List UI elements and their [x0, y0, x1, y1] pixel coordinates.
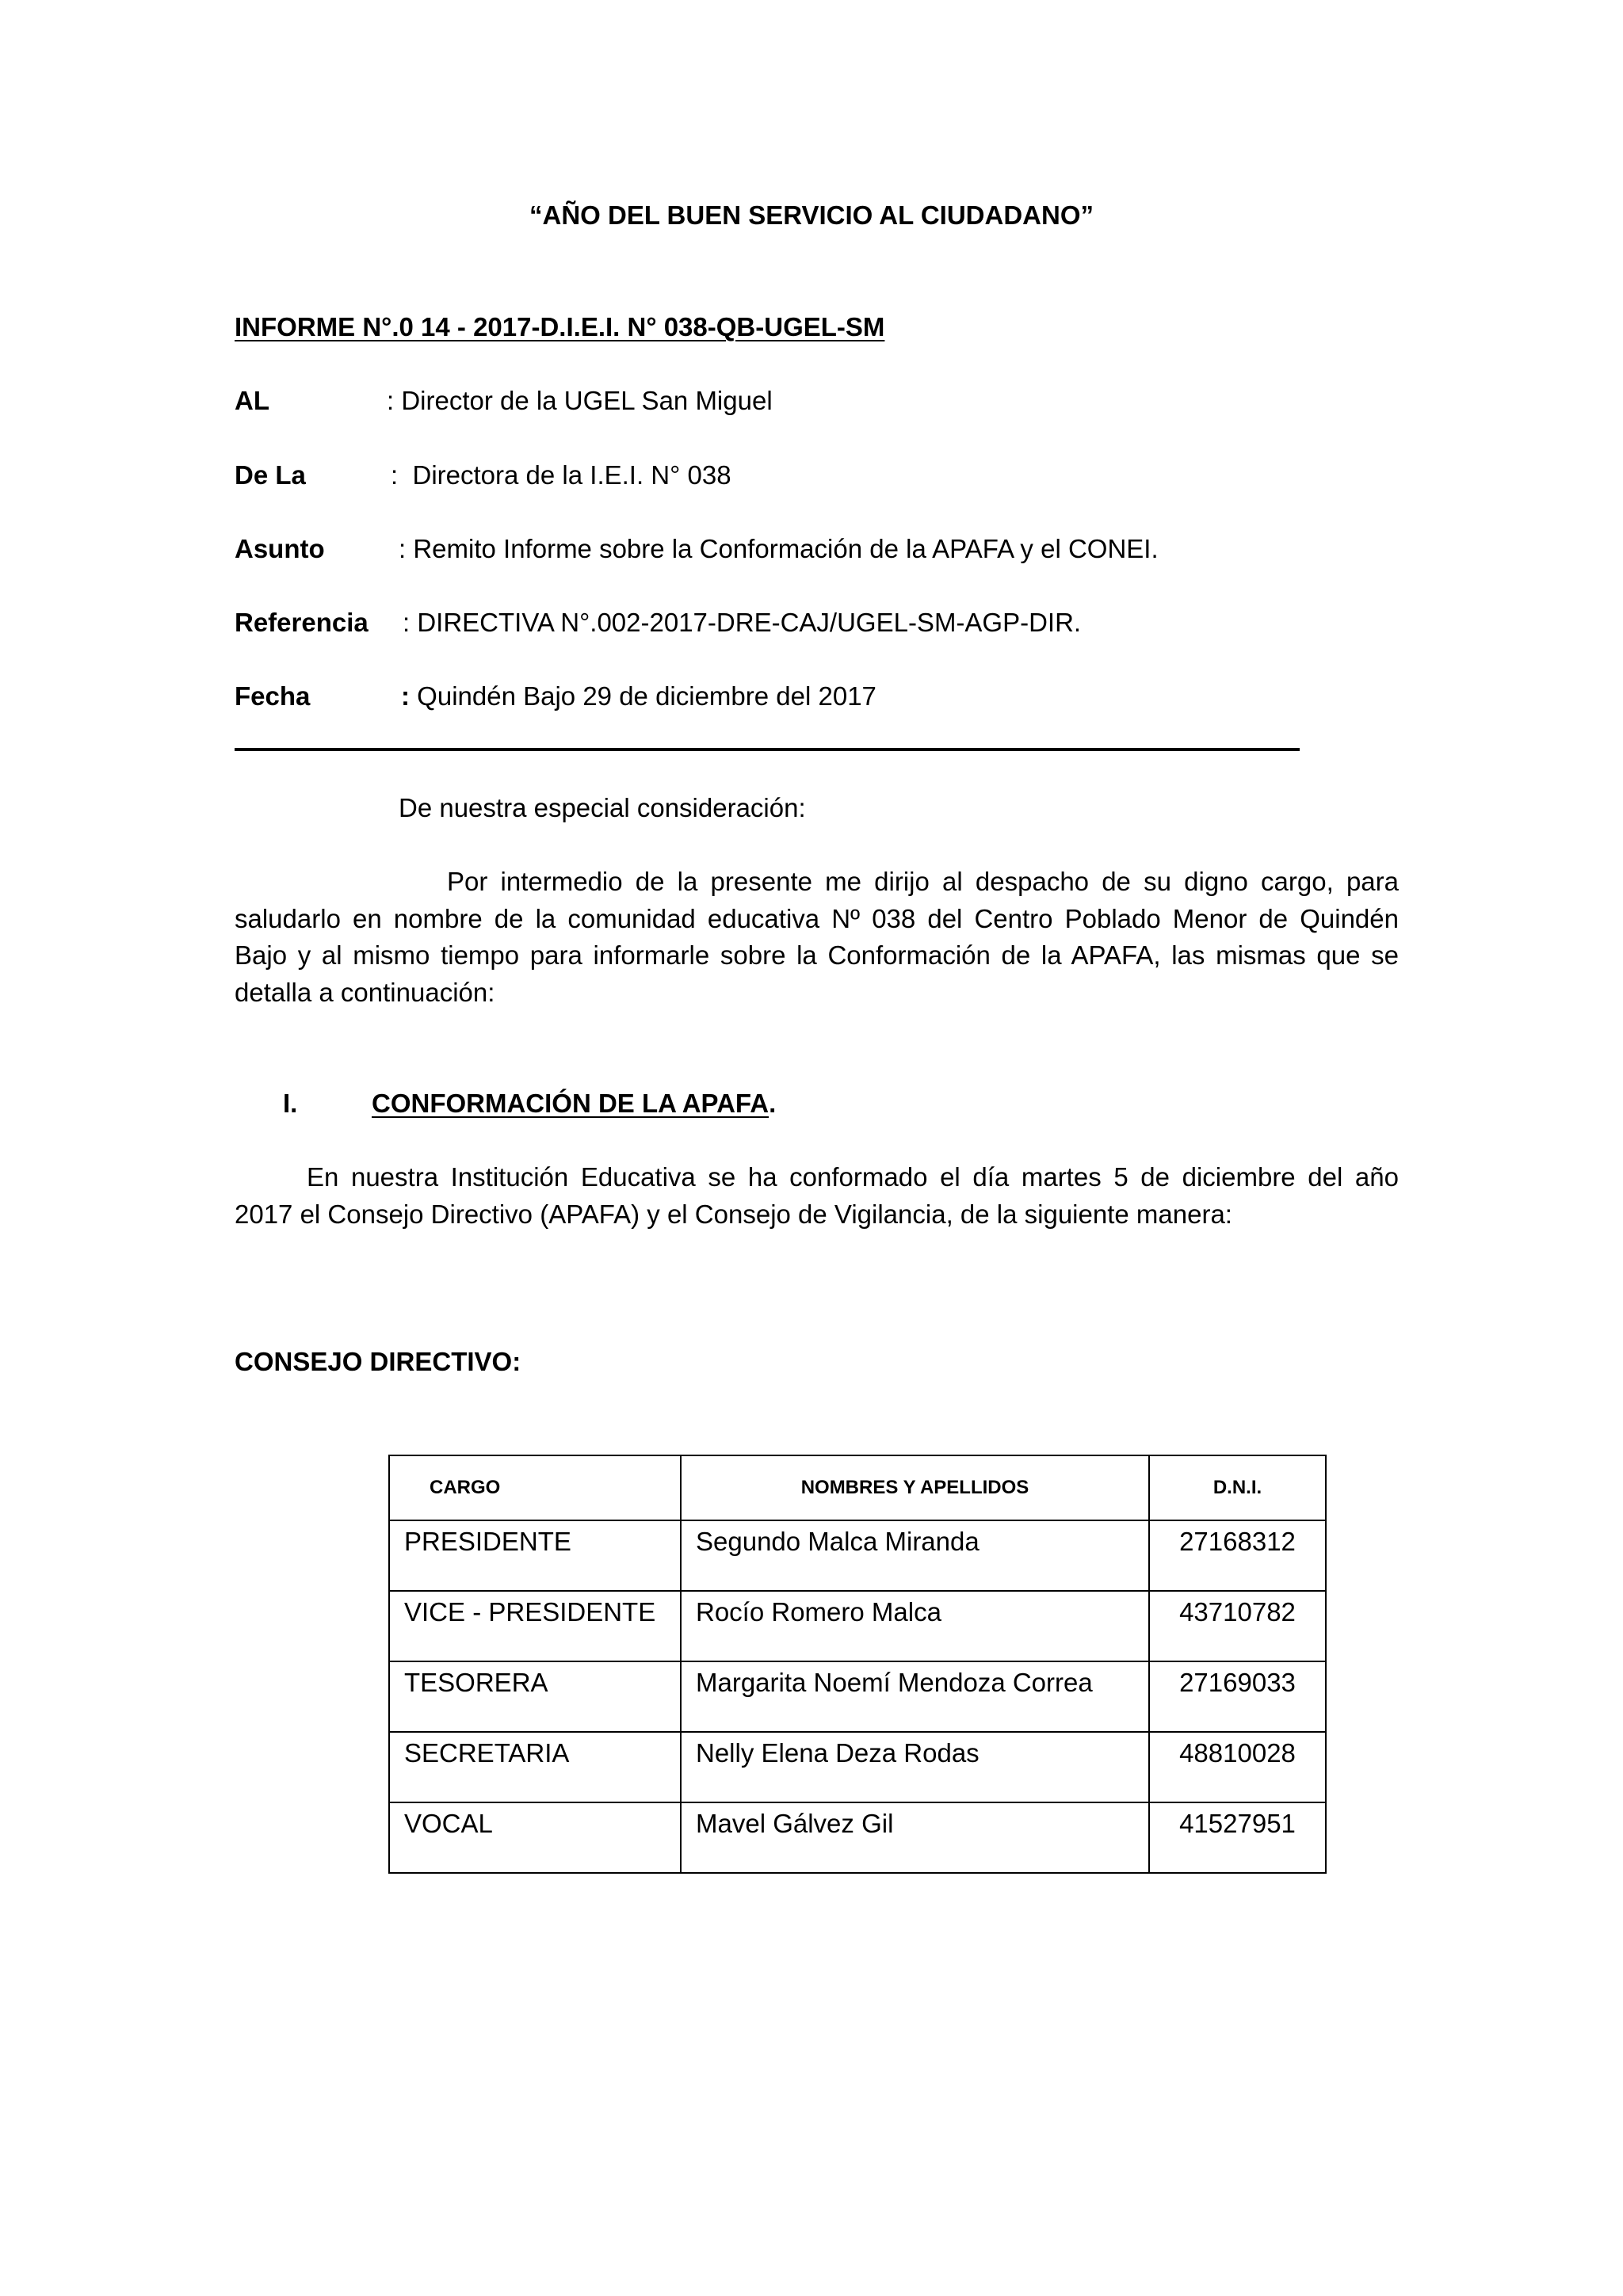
table-row — [389, 1520, 1326, 1591]
cell-cargo: PRESIDENTE — [389, 1520, 681, 1591]
column-header-cargo: CARGO — [389, 1455, 681, 1520]
cell-cargo: VICE - PRESIDENTE — [389, 1591, 681, 1661]
paragraph-line: detalla a continuación: — [235, 977, 495, 1007]
cell-dni: 41527951 — [1149, 1802, 1326, 1873]
paragraph-line: En nuestra Institución Educativa se ha conformado el día martes 5 de diciembre del año — [307, 1162, 1399, 1192]
consejo-directivo-heading: CONSEJO DIRECTIVO: — [235, 1347, 521, 1376]
field-fecha-value-wrap — [401, 681, 876, 712]
cell-nombres: Segundo Malca Miranda — [681, 1520, 1149, 1591]
header-divider — [235, 748, 1300, 751]
paragraph-line: 2017 el Consejo Directivo (APAFA) y el Consejo de Vigilancia, de la siguiente manera: — [235, 1199, 1232, 1229]
section-number: I. — [283, 1089, 298, 1118]
paragraph-line: saludarlo en nombre de la comunidad educativa Nº 038 del Centro Poblado Menor de Quindén — [235, 903, 1399, 933]
cell-nombres: Nelly Elena Deza Rodas — [681, 1732, 1149, 1802]
table-header-row — [389, 1455, 1326, 1520]
field-asunto-value: : Remito Informe sobre la Conformación de la APAFA y el CONEI. — [399, 534, 1159, 563]
field-fecha-label: Fecha — [235, 681, 311, 711]
field-asunto-label: Asunto — [235, 534, 325, 563]
paragraph-line: Por intermedio de la presente me dirijo al despacho de su digno cargo, para — [447, 867, 1399, 896]
field-al-label: AL — [235, 386, 269, 415]
field-fecha-value: Quindén Bajo 29 de diciembre del 2017 — [410, 681, 876, 711]
cell-dni: 27168312 — [1149, 1520, 1326, 1591]
table-row — [389, 1661, 1326, 1732]
field-al-value: : Director de la UGEL San Miguel — [387, 386, 773, 415]
field-referencia-label: Referencia — [235, 608, 369, 637]
section-title-wrap — [372, 1088, 776, 1119]
paragraph-line: Bajo y al mismo tiempo para informarle sobre la Conformación de la APAFA, las mismas que se — [235, 940, 1399, 970]
section-title: CONFORMACIÓN DE LA APAFA — [372, 1089, 769, 1118]
field-fecha-colon: : — [401, 681, 410, 711]
cell-dni: 27169033 — [1149, 1661, 1326, 1732]
field-de-la-value: : Directora de la I.E.I. N° 038 — [391, 460, 731, 490]
cell-nombres: Mavel Gálvez Gil — [681, 1802, 1149, 1873]
document-title: “AÑO DEL BUEN SERVICIO AL CIUDADANO” — [529, 200, 1094, 230]
field-referencia-value: : DIRECTIVA N°.002-2017-DRE-CAJ/UGEL-SM-AGP-DIR. — [403, 608, 1082, 637]
greeting: De nuestra especial consideración: — [399, 793, 806, 822]
cell-cargo: TESORERA — [389, 1661, 681, 1732]
column-header-nombres: NOMBRES Y APELLIDOS — [681, 1455, 1149, 1520]
report-number: INFORME N°.0 14 - 2017-D.I.E.I. N° 038-QB-UGEL-SM — [235, 312, 885, 341]
section-paragraph — [235, 1159, 1399, 1233]
intro-paragraph — [235, 864, 1399, 1011]
section-title-suffix: . — [769, 1089, 777, 1118]
table-row — [389, 1591, 1326, 1661]
cell-nombres: Margarita Noemí Mendoza Correa — [681, 1661, 1149, 1732]
cell-dni: 48810028 — [1149, 1732, 1326, 1802]
field-de-la-label: De La — [235, 460, 306, 490]
cell-dni: 43710782 — [1149, 1591, 1326, 1661]
cell-cargo: SECRETARIA — [389, 1732, 681, 1802]
consejo-directivo-table — [388, 1455, 1327, 1874]
cell-nombres: Rocío Romero Malca — [681, 1591, 1149, 1661]
table-row — [389, 1802, 1326, 1873]
cell-cargo: VOCAL — [389, 1802, 681, 1873]
table-row — [389, 1732, 1326, 1802]
column-header-dni: D.N.I. — [1149, 1455, 1326, 1520]
